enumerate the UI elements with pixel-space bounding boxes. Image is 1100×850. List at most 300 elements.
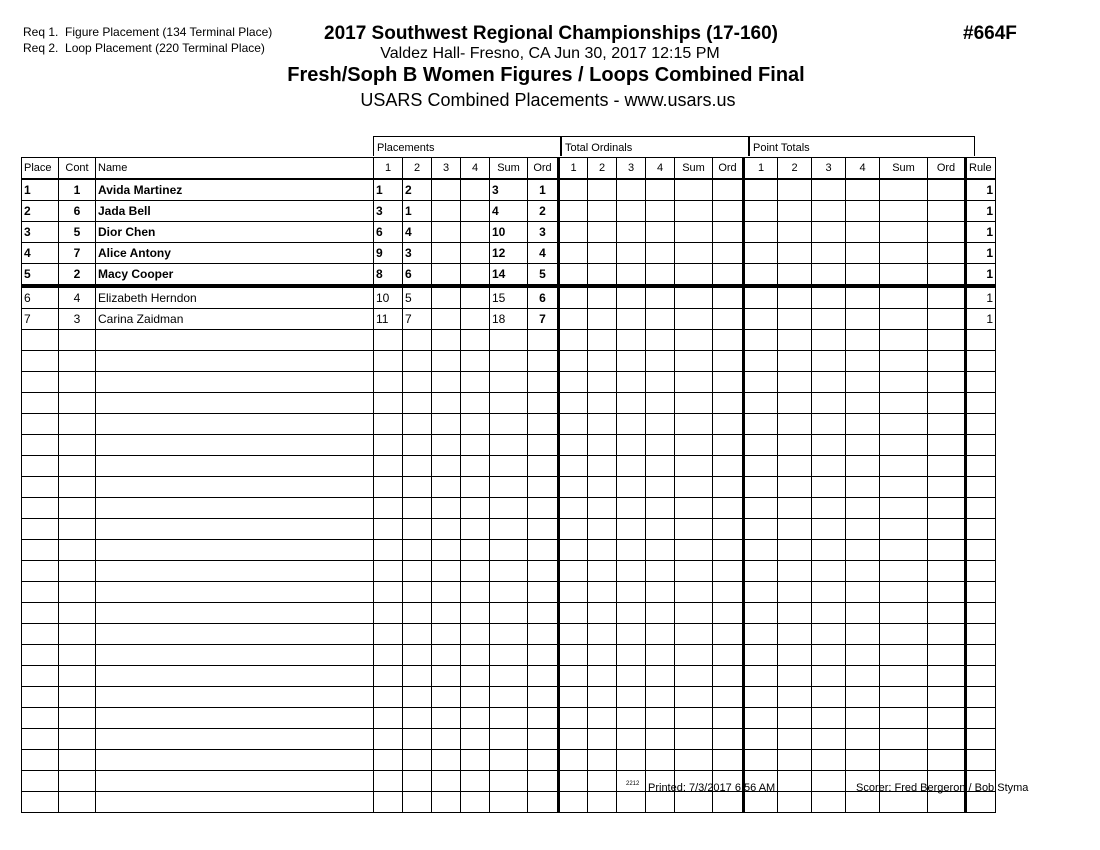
cell-qord	[928, 286, 966, 309]
cell-place: 1	[22, 179, 59, 201]
cell-q1	[744, 729, 778, 750]
blank-row	[22, 393, 996, 414]
cell-tord	[713, 540, 744, 561]
cell-psum	[490, 645, 528, 666]
cell-q4	[846, 414, 880, 435]
cell-t2	[588, 603, 617, 624]
cell-p1	[374, 792, 403, 813]
cell-t4	[646, 582, 675, 603]
cell-q2	[778, 179, 812, 201]
cell-rule: 1	[966, 309, 996, 330]
cell-t2	[588, 286, 617, 309]
cell-t3	[617, 309, 646, 330]
cell-p4	[461, 330, 490, 351]
cell-tsum	[675, 179, 713, 201]
cell-pord	[528, 624, 559, 645]
cell-name	[96, 687, 374, 708]
cell-t4	[646, 687, 675, 708]
table-header-row	[22, 158, 996, 180]
cell-pord	[528, 330, 559, 351]
cell-cont	[59, 393, 96, 414]
cell-cont	[59, 561, 96, 582]
cell-name	[96, 792, 374, 813]
cell-rule	[966, 687, 996, 708]
cell-q3	[812, 330, 846, 351]
blank-row	[22, 624, 996, 645]
cell-name	[96, 435, 374, 456]
cell-t4	[646, 792, 675, 813]
cell-q1	[744, 708, 778, 729]
cell-place: 7	[22, 309, 59, 330]
cell-qord	[928, 179, 966, 201]
cell-q1	[744, 645, 778, 666]
cell-p3	[432, 582, 461, 603]
blank-row	[22, 330, 996, 351]
cell-qord	[928, 687, 966, 708]
cell-tsum	[675, 264, 713, 287]
cell-p2	[403, 582, 432, 603]
cell-t1	[559, 666, 588, 687]
cell-pord: 2	[528, 201, 559, 222]
cell-q3	[812, 179, 846, 201]
cell-p1	[374, 771, 403, 792]
cell-p2	[403, 792, 432, 813]
cell-cont	[59, 708, 96, 729]
cell-pord	[528, 393, 559, 414]
cell-rule	[966, 582, 996, 603]
cell-q3	[812, 201, 846, 222]
cell-p2	[403, 456, 432, 477]
group-total-ordinals: Total Ordinals	[561, 136, 749, 156]
cell-psum: 18	[490, 309, 528, 330]
cell-q4	[846, 729, 880, 750]
col-ordinal-3: 3	[617, 158, 646, 180]
cell-p1: 9	[374, 243, 403, 264]
cell-t1	[559, 561, 588, 582]
cell-name	[96, 456, 374, 477]
cell-q2	[778, 351, 812, 372]
cell-q4	[846, 498, 880, 519]
cell-tord	[713, 330, 744, 351]
cell-qord	[928, 708, 966, 729]
cell-psum	[490, 561, 528, 582]
cell-q1	[744, 624, 778, 645]
cell-psum	[490, 666, 528, 687]
cell-tord	[713, 687, 744, 708]
blank-row	[22, 729, 996, 750]
cell-q1	[744, 519, 778, 540]
cell-q4	[846, 750, 880, 771]
blank-row	[22, 498, 996, 519]
table-row	[22, 286, 996, 309]
cell-q3	[812, 645, 846, 666]
requirement-2-text: Loop Placement (220 Terminal Place)	[65, 41, 265, 55]
cell-place	[22, 435, 59, 456]
cell-name	[96, 750, 374, 771]
cell-q1	[744, 435, 778, 456]
cell-p1: 10	[374, 286, 403, 309]
cell-place	[22, 372, 59, 393]
cell-q3	[812, 309, 846, 330]
cell-p1	[374, 456, 403, 477]
cell-rule	[966, 519, 996, 540]
cell-tsum	[675, 708, 713, 729]
cell-p1: 3	[374, 201, 403, 222]
cell-q1	[744, 201, 778, 222]
cell-pord: 1	[528, 179, 559, 201]
cell-place	[22, 477, 59, 498]
cell-t3	[617, 687, 646, 708]
cell-t2	[588, 351, 617, 372]
cell-t3	[617, 498, 646, 519]
cell-q1	[744, 603, 778, 624]
cell-t4	[646, 222, 675, 243]
cell-t4	[646, 372, 675, 393]
cell-cont: 3	[59, 309, 96, 330]
cell-q3	[812, 540, 846, 561]
cell-tsum	[675, 456, 713, 477]
cell-q2	[778, 708, 812, 729]
cell-q2	[778, 729, 812, 750]
cell-cont	[59, 414, 96, 435]
col-placement-ord: Ord	[528, 158, 559, 180]
cell-p2: 6	[403, 264, 432, 287]
cell-q2	[778, 624, 812, 645]
cell-psum	[490, 498, 528, 519]
cell-tord	[713, 456, 744, 477]
cell-place	[22, 456, 59, 477]
cell-p2	[403, 393, 432, 414]
cell-qsum	[880, 519, 928, 540]
cell-pord	[528, 498, 559, 519]
cell-cont: 2	[59, 264, 96, 287]
cell-pord	[528, 771, 559, 792]
cell-rule	[966, 666, 996, 687]
cell-psum	[490, 456, 528, 477]
col-place: Place	[22, 158, 59, 180]
cell-psum	[490, 771, 528, 792]
cell-p4	[461, 286, 490, 309]
cell-pord	[528, 582, 559, 603]
cell-t1	[559, 582, 588, 603]
cell-pord: 6	[528, 286, 559, 309]
cell-qord	[928, 792, 966, 813]
cell-pord	[528, 561, 559, 582]
cell-q4	[846, 243, 880, 264]
cell-q3	[812, 729, 846, 750]
cell-tsum	[675, 330, 713, 351]
cell-cont	[59, 645, 96, 666]
cell-p4	[461, 372, 490, 393]
cell-p3	[432, 222, 461, 243]
cell-cont	[59, 330, 96, 351]
cell-tord	[713, 179, 744, 201]
blank-row	[22, 414, 996, 435]
cell-q1	[744, 666, 778, 687]
cell-tsum	[675, 519, 713, 540]
cell-p4	[461, 561, 490, 582]
cell-rule: 1	[966, 179, 996, 201]
cell-name: Avida Martinez	[96, 179, 374, 201]
cell-p4	[461, 414, 490, 435]
cell-q4	[846, 561, 880, 582]
cell-p1	[374, 498, 403, 519]
cell-p3	[432, 792, 461, 813]
cell-p1	[374, 624, 403, 645]
cell-place	[22, 729, 59, 750]
cell-t3	[617, 201, 646, 222]
cell-t4	[646, 435, 675, 456]
cell-p4	[461, 666, 490, 687]
cell-name	[96, 540, 374, 561]
cell-q3	[812, 393, 846, 414]
cell-p2	[403, 561, 432, 582]
cell-p3	[432, 309, 461, 330]
cell-q1	[744, 309, 778, 330]
cell-p3	[432, 477, 461, 498]
cell-q2	[778, 519, 812, 540]
cell-q3	[812, 561, 846, 582]
cell-tsum	[675, 603, 713, 624]
cell-t3	[617, 435, 646, 456]
cell-psum	[490, 729, 528, 750]
cell-q3	[812, 624, 846, 645]
cell-rule	[966, 372, 996, 393]
cell-q2	[778, 264, 812, 287]
cell-t3	[617, 729, 646, 750]
col-points-4: 4	[846, 158, 880, 180]
cell-qsum	[880, 582, 928, 603]
cell-q4	[846, 645, 880, 666]
cell-p3	[432, 645, 461, 666]
cell-name	[96, 393, 374, 414]
cell-place	[22, 666, 59, 687]
cell-pord	[528, 414, 559, 435]
cell-t3	[617, 179, 646, 201]
cell-place	[22, 540, 59, 561]
cell-t1	[559, 243, 588, 264]
cell-tord	[713, 372, 744, 393]
cell-pord	[528, 792, 559, 813]
cell-tsum	[675, 561, 713, 582]
cell-psum	[490, 519, 528, 540]
cell-tsum	[675, 286, 713, 309]
cell-q4	[846, 330, 880, 351]
cell-qord	[928, 222, 966, 243]
cell-rule	[966, 498, 996, 519]
cell-psum	[490, 330, 528, 351]
cell-qord	[928, 435, 966, 456]
cell-t1	[559, 435, 588, 456]
cell-t3	[617, 750, 646, 771]
cell-pord	[528, 687, 559, 708]
cell-t3	[617, 243, 646, 264]
cell-q3	[812, 708, 846, 729]
cell-qsum	[880, 540, 928, 561]
cell-p2	[403, 498, 432, 519]
cell-t4	[646, 729, 675, 750]
cell-p4	[461, 750, 490, 771]
blank-row	[22, 687, 996, 708]
cell-p1	[374, 435, 403, 456]
cell-q4	[846, 179, 880, 201]
cell-cont	[59, 351, 96, 372]
cell-cont: 1	[59, 179, 96, 201]
event-title: Fresh/Soph B Women Figures / Loops Combined Final	[287, 64, 805, 86]
cell-qsum	[880, 286, 928, 309]
cell-tord	[713, 498, 744, 519]
cell-t1	[559, 456, 588, 477]
cell-q2	[778, 286, 812, 309]
cell-tsum	[675, 201, 713, 222]
cell-p4	[461, 456, 490, 477]
cell-tord	[713, 750, 744, 771]
cell-q1	[744, 792, 778, 813]
cell-tord	[713, 561, 744, 582]
cell-p2: 4	[403, 222, 432, 243]
cell-tsum	[675, 435, 713, 456]
cell-t1	[559, 603, 588, 624]
cell-q4	[846, 372, 880, 393]
cell-t2	[588, 222, 617, 243]
cell-name	[96, 603, 374, 624]
cell-place	[22, 414, 59, 435]
blank-row	[22, 519, 996, 540]
col-placement-2: 2	[403, 158, 432, 180]
cell-q4	[846, 309, 880, 330]
cell-qord	[928, 330, 966, 351]
cell-t3	[617, 792, 646, 813]
cell-cont: 6	[59, 201, 96, 222]
cell-tord	[713, 435, 744, 456]
cell-p1	[374, 540, 403, 561]
cell-t2	[588, 582, 617, 603]
cell-p2: 3	[403, 243, 432, 264]
col-ordinal-4: 4	[646, 158, 675, 180]
cell-t1	[559, 771, 588, 792]
cell-q2	[778, 603, 812, 624]
cell-q4	[846, 666, 880, 687]
cell-q2	[778, 309, 812, 330]
cell-q4	[846, 519, 880, 540]
cell-qord	[928, 519, 966, 540]
cell-q4	[846, 286, 880, 309]
cell-q4	[846, 393, 880, 414]
cell-p1	[374, 708, 403, 729]
requirement-2-label: Req 2.	[23, 41, 59, 55]
cell-name	[96, 729, 374, 750]
col-ordinal-1: 1	[559, 158, 588, 180]
cell-place: 5	[22, 264, 59, 287]
cell-p3	[432, 372, 461, 393]
cell-cont: 5	[59, 222, 96, 243]
cell-q3	[812, 435, 846, 456]
cell-p2	[403, 372, 432, 393]
cell-place	[22, 351, 59, 372]
cell-psum	[490, 708, 528, 729]
cell-t1	[559, 498, 588, 519]
cell-t3	[617, 645, 646, 666]
cell-pord	[528, 372, 559, 393]
blank-row	[22, 351, 996, 372]
cell-cont	[59, 435, 96, 456]
cell-tord	[713, 582, 744, 603]
cell-qsum	[880, 372, 928, 393]
cell-q2	[778, 222, 812, 243]
cell-t3	[617, 264, 646, 287]
cell-cont	[59, 750, 96, 771]
cell-rule	[966, 393, 996, 414]
cell-p3	[432, 708, 461, 729]
cell-t1	[559, 540, 588, 561]
cell-qord	[928, 750, 966, 771]
cell-name	[96, 351, 374, 372]
cell-name: Dior Chen	[96, 222, 374, 243]
cell-cont: 7	[59, 243, 96, 264]
cell-q1	[744, 456, 778, 477]
col-name: Name	[96, 158, 374, 180]
cell-p4	[461, 498, 490, 519]
cell-t2	[588, 498, 617, 519]
cell-p1	[374, 687, 403, 708]
cell-t4	[646, 666, 675, 687]
cell-p4	[461, 519, 490, 540]
cell-t3	[617, 414, 646, 435]
cell-p4	[461, 222, 490, 243]
cell-cont	[59, 792, 96, 813]
cell-q4	[846, 792, 880, 813]
blank-row	[22, 708, 996, 729]
cell-p3	[432, 729, 461, 750]
cell-qord	[928, 624, 966, 645]
cell-qord	[928, 582, 966, 603]
cell-q2	[778, 372, 812, 393]
cell-qord	[928, 309, 966, 330]
cell-pord	[528, 456, 559, 477]
cell-place	[22, 330, 59, 351]
cell-t4	[646, 477, 675, 498]
cell-tsum	[675, 582, 713, 603]
cell-t2	[588, 666, 617, 687]
cell-tord	[713, 243, 744, 264]
cell-p3	[432, 286, 461, 309]
cell-t4	[646, 330, 675, 351]
cell-name: Alice Antony	[96, 243, 374, 264]
cell-qord	[928, 414, 966, 435]
cell-q1	[744, 330, 778, 351]
cell-t4	[646, 561, 675, 582]
cell-q4	[846, 264, 880, 287]
cell-t4	[646, 624, 675, 645]
cell-p3	[432, 330, 461, 351]
cell-t2	[588, 519, 617, 540]
cell-p4	[461, 645, 490, 666]
cell-rule	[966, 561, 996, 582]
cell-p4	[461, 351, 490, 372]
cell-rule	[966, 540, 996, 561]
cell-t4	[646, 243, 675, 264]
cell-cont	[59, 624, 96, 645]
cell-q1	[744, 222, 778, 243]
cell-q3	[812, 286, 846, 309]
col-ordinal-sum: Sum	[675, 158, 713, 180]
cell-q3	[812, 666, 846, 687]
cell-p3	[432, 435, 461, 456]
cell-t1	[559, 351, 588, 372]
cell-t1	[559, 750, 588, 771]
group-placements: Placements	[373, 136, 561, 156]
col-placement-sum: Sum	[490, 158, 528, 180]
